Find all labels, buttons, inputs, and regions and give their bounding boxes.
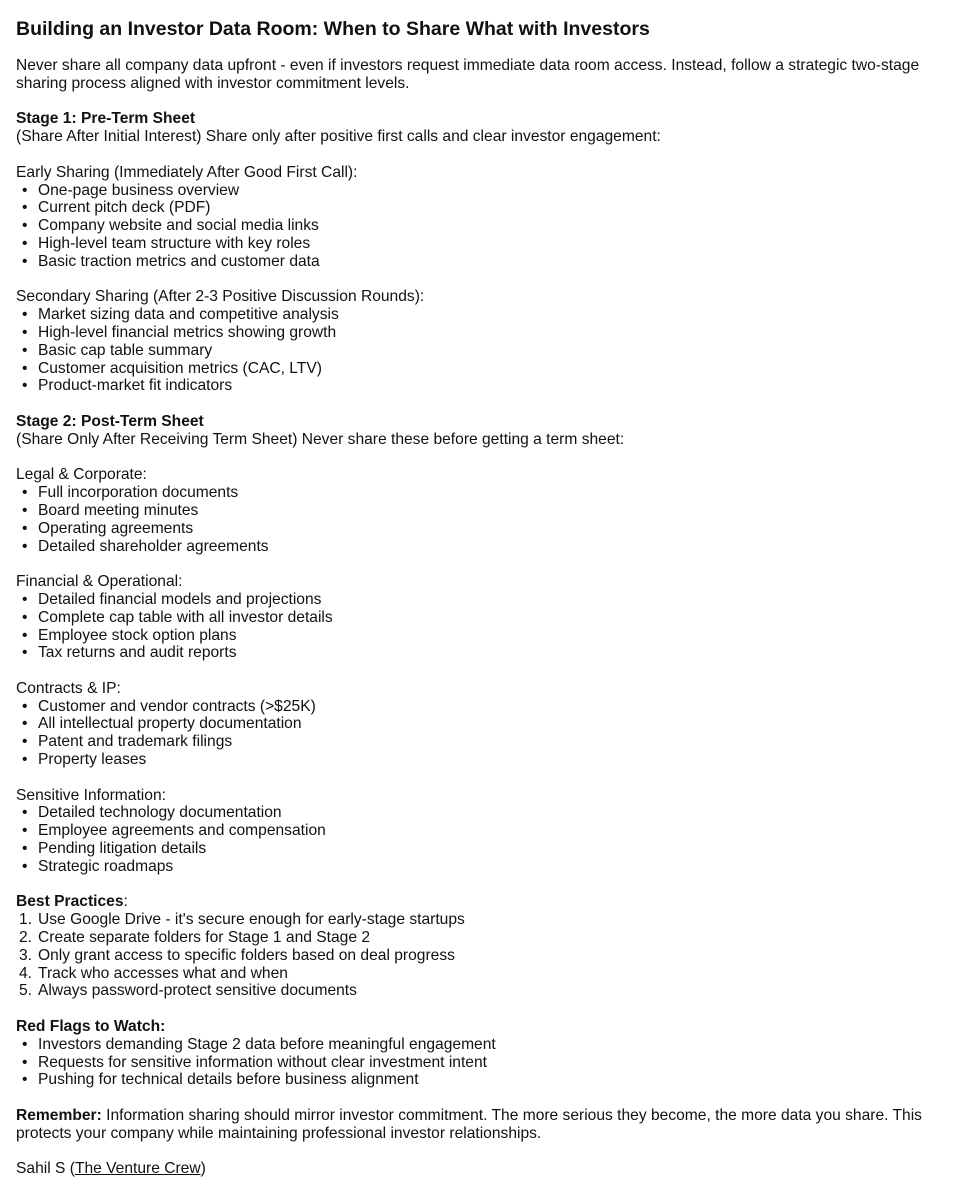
list-item: • Complete cap table with all investor details	[16, 609, 951, 627]
stage1-heading: Stage 1: Pre-Term Sheet	[16, 110, 196, 128]
list-item: • Customer and vendor contracts (>$25K)	[16, 698, 951, 716]
sensitive-info-list	[16, 804, 951, 875]
list-item: • High-level team structure with key roles	[16, 235, 951, 253]
list-item: • Market sizing data and competitive analysis	[16, 306, 951, 324]
list-item: • Product-market fit indicators	[16, 377, 951, 395]
remember-paragraph	[16, 1107, 951, 1143]
early-sharing-label: Early Sharing (Immediately After Good First Call):	[16, 163, 358, 181]
venture-crew-link[interactable]: The Venture Crew	[74, 1160, 201, 1178]
list-item: • All intellectual property documentation	[16, 715, 951, 733]
list-item: • Employee agreements and compensation	[16, 822, 951, 840]
list-item: • Detailed financial models and projections	[16, 591, 951, 609]
contracts-ip-list	[16, 698, 951, 769]
list-item: • Current pitch deck (PDF)	[16, 199, 951, 217]
list-item: • Basic traction metrics and customer data	[16, 253, 951, 271]
list-item: • Company website and social media links	[16, 217, 951, 235]
legal-corporate-list	[16, 484, 951, 555]
list-item: • Pushing for technical details before business alignment	[16, 1071, 951, 1089]
early-sharing-list	[16, 182, 951, 271]
list-item: 2. Create separate folders for Stage 1 and Stage 2	[19, 929, 371, 947]
list-item: • Full incorporation documents	[16, 484, 951, 502]
secondary-sharing-list	[16, 306, 951, 395]
list-item: • Detailed technology documentation	[16, 804, 951, 822]
secondary-sharing-label: Secondary Sharing (After 2-3 Positive Discussion Rounds):	[16, 288, 425, 306]
list-item: • Board meeting minutes	[16, 502, 951, 520]
list-item: • Investors demanding Stage 2 data before meaningful engagement	[16, 1036, 951, 1054]
intro-paragraph: Never share all company data upfront - even if investors request immediate data room access. Instead, follow a strategic two-stage sharing process aligned with investor commitment levels.	[16, 57, 920, 92]
list-item: 3. Only grant access to specific folders based on deal progress	[19, 946, 455, 964]
list-item: • High-level financial metrics showing growth	[16, 324, 951, 342]
contracts-ip-label: Contracts & IP:	[16, 679, 121, 697]
list-item: • Customer acquisition metrics (CAC, LTV)	[16, 360, 951, 378]
list-item: • Strategic roadmaps	[16, 858, 951, 876]
stage2-heading: Stage 2: Post-Term Sheet	[16, 412, 204, 430]
list-item: • One-page business overview	[16, 182, 951, 200]
list-item: 5. Always password-protect sensitive documents	[19, 982, 357, 1000]
stage2-subtitle: (Share Only After Receiving Term Sheet) Never share these before getting a term sheet:	[16, 430, 625, 448]
list-item: • Patent and trademark filings	[16, 733, 951, 751]
list-item: • Requests for sensitive information without clear investment intent	[16, 1054, 951, 1072]
financial-operational-list	[16, 591, 951, 662]
signature: Sahil S (The Venture Crew)	[16, 1160, 206, 1178]
list-item: • Operating agreements	[16, 520, 951, 538]
best-practices-heading: Best Practices:	[16, 893, 128, 911]
stage1-subtitle: (Share After Initial Interest) Share only after positive first calls and clear investor engagement:	[16, 128, 661, 146]
list-item: • Pending litigation details	[16, 840, 951, 858]
sensitive-info-label: Sensitive Information:	[16, 786, 166, 804]
red-flags-list	[16, 1036, 951, 1089]
list-item: 4. Track who accesses what and when	[19, 964, 288, 982]
legal-corporate-label: Legal & Corporate:	[16, 466, 147, 484]
list-item: • Employee stock option plans	[16, 627, 951, 645]
remember-label: Remember:	[16, 1107, 102, 1125]
remember-text: Information sharing should mirror investor commitment. The more serious they become, the more data you share. This protects your company while maintaining professional investor relationships.	[16, 1107, 922, 1142]
best-practices-list	[16, 911, 951, 1000]
list-item: • Detailed shareholder agreements	[16, 538, 951, 556]
list-item: • Basic cap table summary	[16, 342, 951, 360]
list-item: 1. Use Google Drive - it's secure enough for early-stage startups	[19, 911, 465, 929]
red-flags-heading: Red Flags to Watch:	[16, 1018, 166, 1036]
list-item: • Property leases	[16, 751, 951, 769]
financial-operational-label: Financial & Operational:	[16, 573, 183, 591]
page-title: Building an Investor Data Room: When to Share What with Investors	[16, 18, 650, 40]
list-item: • Tax returns and audit reports	[16, 644, 951, 662]
